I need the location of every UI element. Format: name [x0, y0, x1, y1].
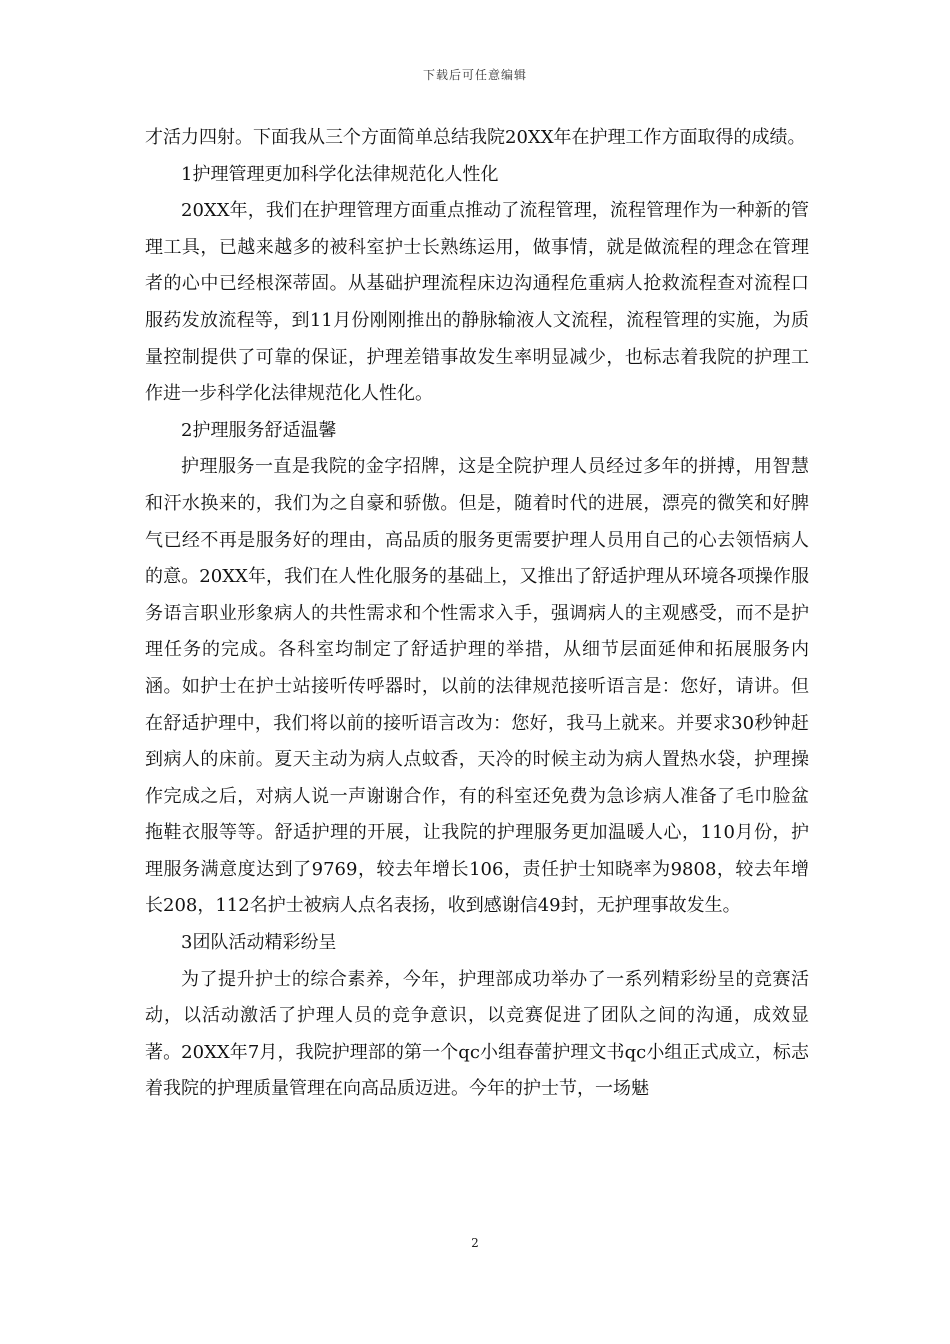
page-header: 下载后可任意编辑	[422, 68, 527, 82]
paragraph-team-activities: 为了提升护士的综合素养，今年，护理部成功举办了一系列精彩纷呈的竞赛活动，以活动激活了护理人员的竞争意识，以竞赛促进了团队之间的沟通，成效显著。20XX年7月，我院护理部的第一个qc小组春蕾护理文书qc小组正式成立，标志着我院的护理质量管理在向高品质迈进。今年的护士节，一场魅	[145, 968, 809, 1100]
section-heading-1: 1护理管理更加科学化法律规范化人性化	[181, 163, 499, 185]
page-number: 2	[471, 1236, 479, 1250]
paragraph-service: 护理服务一直是我院的金字招牌，这是全院护理人员经过多年的拼搏，用智慧和汗水换来的，我们为之自豪和骄傲。但是，随着时代的进展，漂亮的微笑和好脾气已经不再是服务好的理由，高品质的服务更需要护理人员用自己的心去领悟病人的意。20XX年，我们在人性化服务的基础上，又推出了舒适护理从环境各项操作服务语言职业形象病人的共性需求和个性需求入手，强调病人的主观感受，而不是护理任务的完成。各科室均制定了舒适护理的举措，从细节层面延伸和拓展服务内涵。如护士在护士站接听传呼器时，以前的法律规范接听语言是：您好，请讲。但在舒适护理中，我们将以前的接听语言改为：您好，我马上就来。并要求30秒钟赶到病人的床前。夏天主动为病人点蚊香，天冷的时候主动为病人置热水袋，护理操作完成之后，对病人说一声谢谢合作，有的科室还免费为急诊病人准备了毛巾脸盆拖鞋衣服等等。舒适护理的开展，让我院的护理服务更加温暖人心，110月份，护理服务满意度达到了9769，较去年增长106，责任护士知晓率为9808，较去年增长208，112名护士被病人点名表扬，收到感谢信49封，无护理事故发生。	[145, 456, 809, 917]
section-heading-2: 2护理服务舒适温馨	[181, 419, 337, 441]
document-body	[145, 120, 809, 1108]
paragraph-management: 20XX年，我们在护理管理方面重点推动了流程管理，流程管理作为一种新的管理工具，已越来越多的被科室护士长熟练运用，做事情，就是做流程的理念在管理者的心中已经根深蒂固。从基础护理流程床边沟通程危重病人抢救流程查对流程口服药发放流程等，到11月份刚刚推出的静脉输液人文流程，流程管理的实施，为质量控制提供了可靠的保证，护理差错事故发生率明显减少，也标志着我院的护理工作进一步科学化法律规范化人性化。	[145, 200, 809, 405]
section-heading-3: 3团队活动精彩纷呈	[181, 932, 337, 954]
paragraph-intro-continued: 才活力四射。下面我从三个方面简单总结我院20XX年在护理工作方面取得的成绩。	[145, 127, 806, 148]
